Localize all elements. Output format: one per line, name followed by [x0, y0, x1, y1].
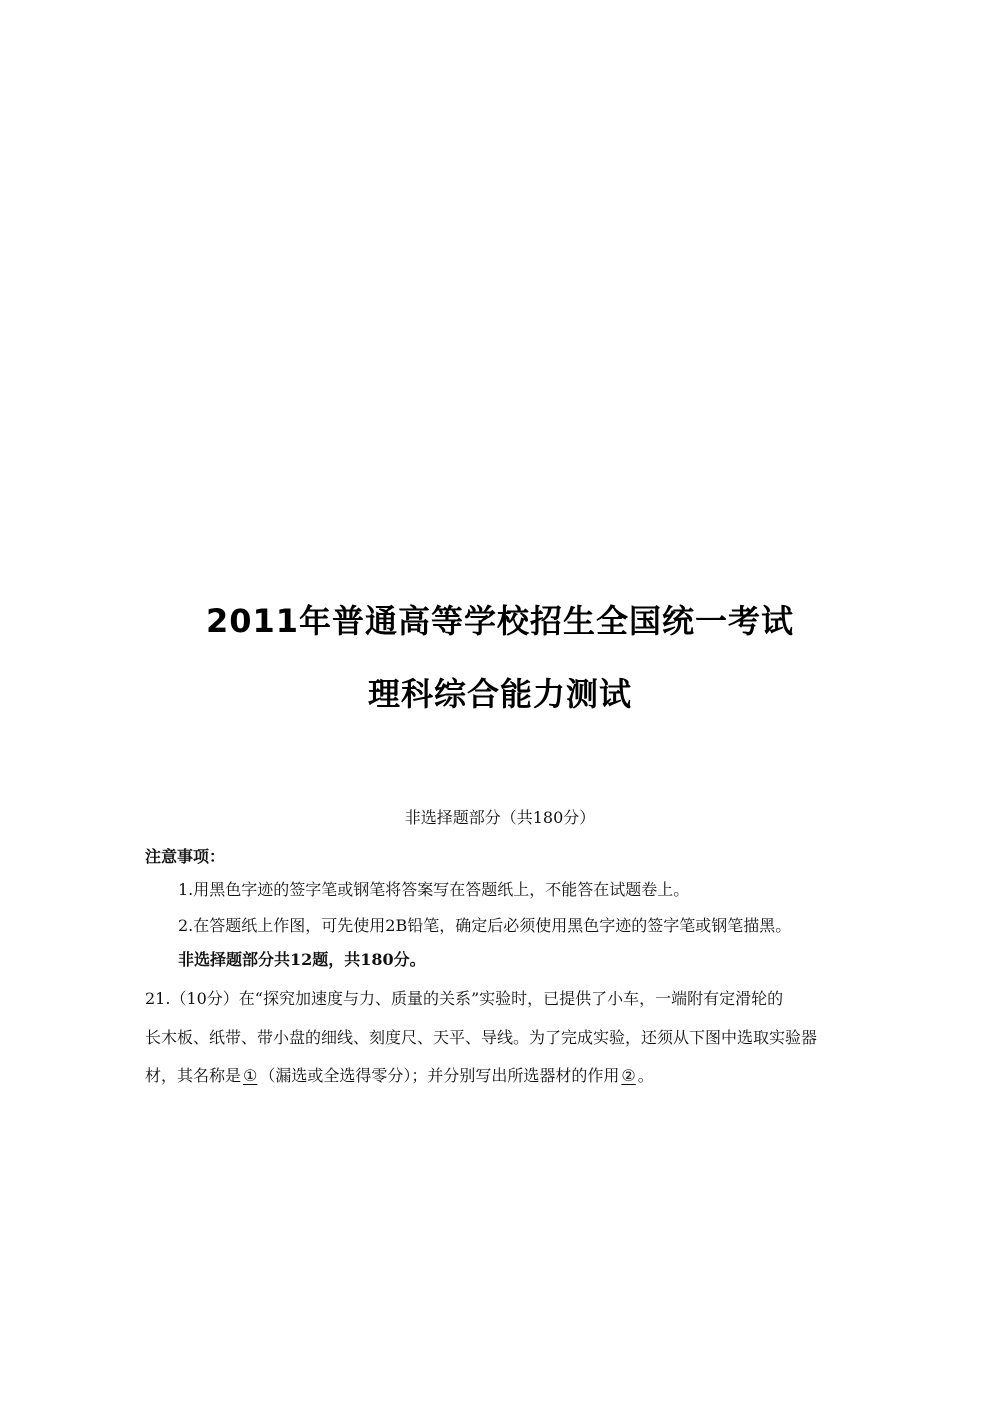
answer-blank-1: ①	[243, 1066, 258, 1085]
answer-blank-2: ②	[621, 1066, 636, 1085]
question-text-line	[145, 1063, 654, 1086]
notice-item: 2.在答题纸上作图，可先使用2B铅笔，确定后必须使用黑色字迹的签字笔或钢笔描黑。	[178, 916, 792, 935]
exam-title: 2011年普通高等学校招生全国统一考试	[205, 602, 795, 640]
notice-heading: 注意事项：	[145, 847, 226, 866]
section-heading: 非选择题部分（共180分）	[404, 808, 596, 827]
question-text-line: 21.（10分）在“探究加速度与力、质量的关系”实验时，已提供了小车，一端附有定滑轮的	[145, 989, 784, 1008]
notice-summary: 非选择题部分共12题，共180分。	[178, 950, 426, 969]
question-text: 。	[637, 1066, 654, 1085]
question-text: 材，其名称是	[145, 1066, 242, 1085]
question-text-line: 长木板、纸带、带小盘的细线、刻度尺、天平、导线。为了完成实验，还须从下图中选取实验器	[145, 1028, 818, 1047]
exam-subtitle: 理科综合能力测试	[367, 675, 632, 713]
notice-item: 1.用黑色字迹的签字笔或钢笔将答案写在答题纸上，不能答在试题卷上。	[178, 880, 690, 899]
question-text: （漏选或全选得零分）；并分别写出所选器材的作用	[259, 1066, 620, 1085]
